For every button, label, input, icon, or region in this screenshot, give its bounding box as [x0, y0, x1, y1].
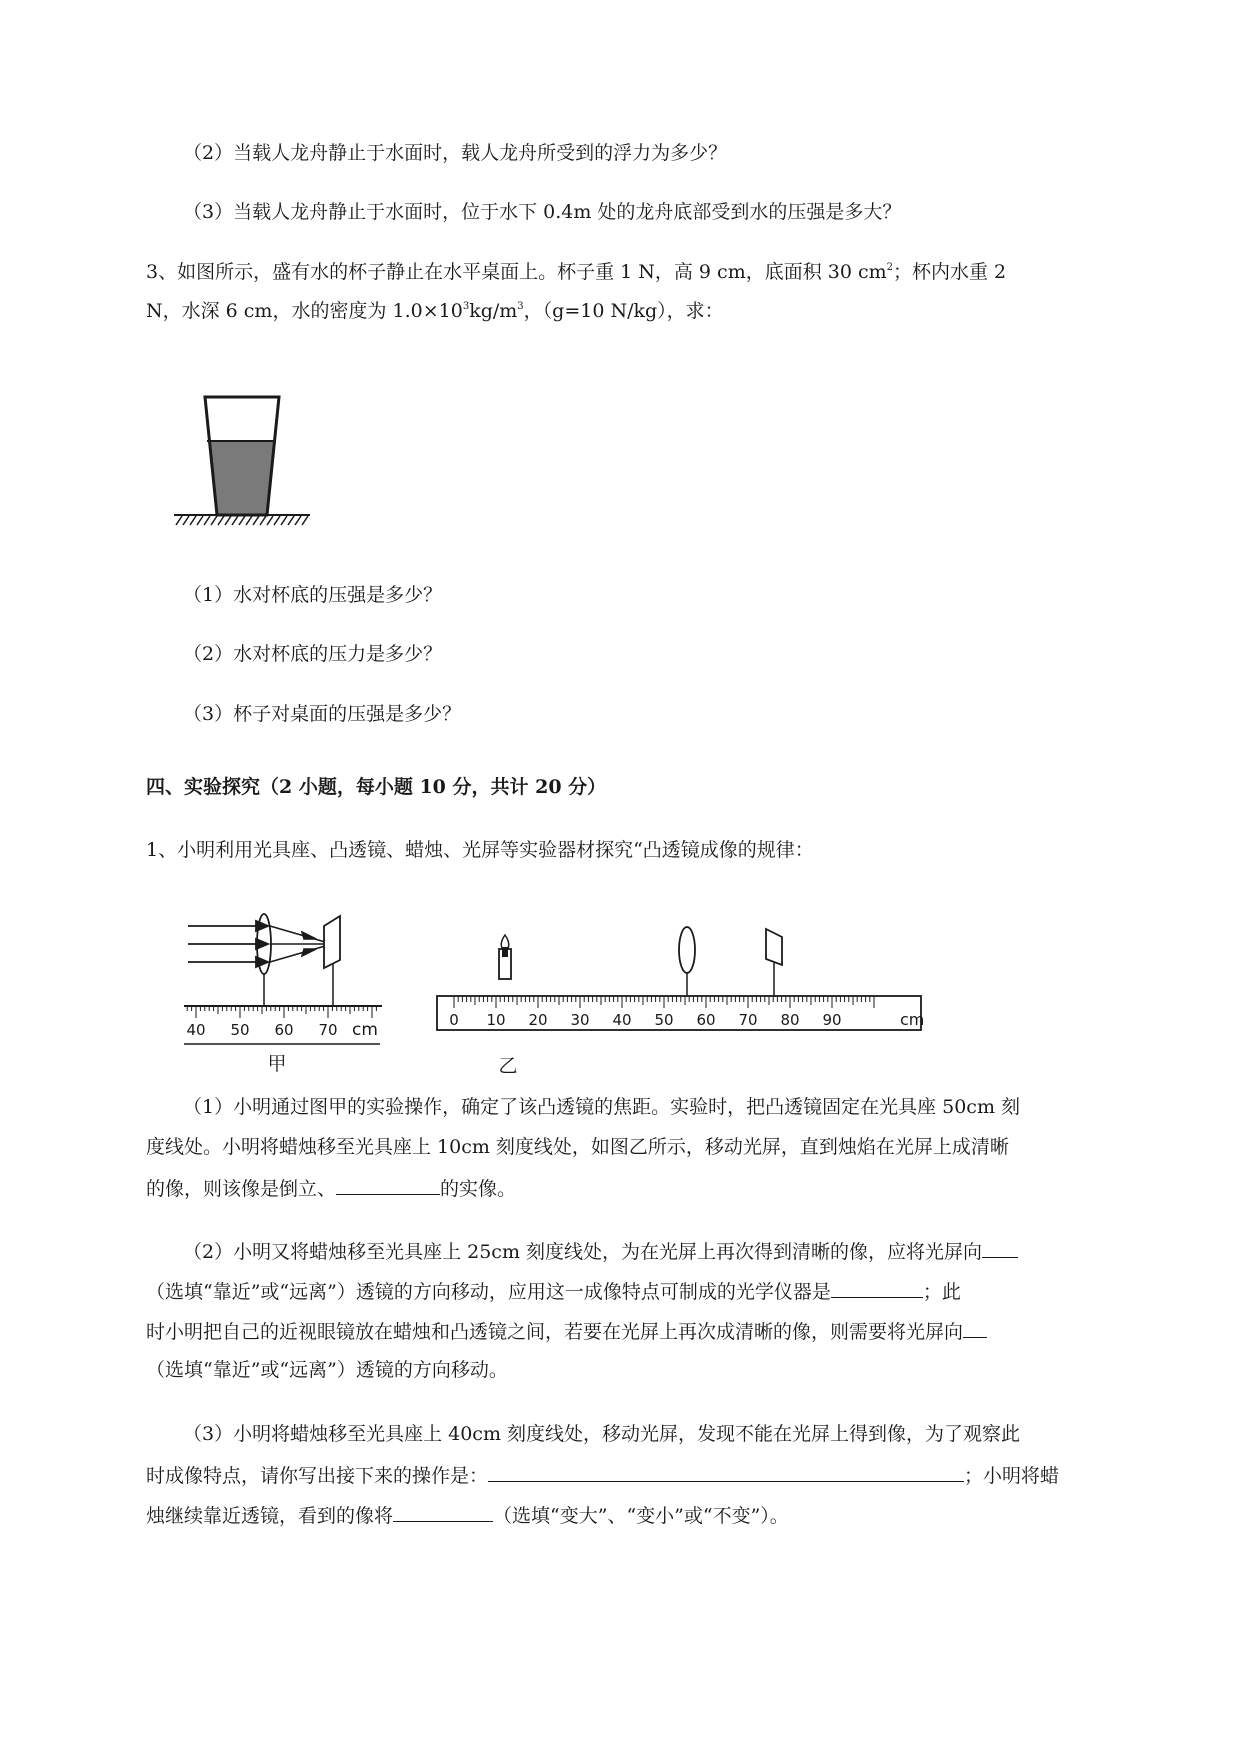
hatch-line — [176, 516, 182, 525]
hatch-line — [281, 516, 287, 525]
incoming-rays — [188, 921, 268, 967]
answer-blank[interactable] — [831, 1277, 923, 1298]
tick-label: 20 — [528, 1011, 548, 1029]
light-screen — [324, 916, 340, 968]
hatch-line — [183, 516, 189, 525]
hatch-line — [239, 516, 245, 525]
question-part-3: （3）当载人龙舟静止于水面时，位于水下 0.4m 处的龙舟底部受到水的压强是多大？ — [183, 201, 902, 223]
caption-jia: 甲 — [267, 1053, 287, 1075]
exp1-q2-line3: 时小明把自己的近视眼镜放在蜡烛和凸透镜之间，若要在光屏上再次成清晰的像，则需要将光屏向 — [146, 1317, 987, 1345]
tick-label: 0 — [449, 1011, 459, 1029]
exp1-q2-line1: （2）小明又将蜡烛移至光具座上 25cm 刻度线处，为在光屏上再次得到清晰的像，应将光屏向 — [183, 1237, 1018, 1265]
exp1-q2-line4: （选填“靠近”或“远离”）透镜的方向移动。 — [146, 1359, 508, 1381]
hatch-line — [246, 516, 252, 525]
exp1-q1-line1: （1）小明通过图甲的实验操作，确定了该凸透镜的焦距。实验时，把凸透镜固定在光具座 50cm 刻 — [183, 1096, 1021, 1118]
unit-label: cm — [352, 1020, 378, 1040]
hatch-line — [204, 516, 210, 525]
exp1-q1-line3: 的像，则该像是倒立、 的实像。 — [146, 1174, 516, 1202]
answer-blank[interactable] — [488, 1461, 964, 1482]
tick-label: 90 — [822, 1011, 842, 1029]
answer-blank[interactable] — [336, 1174, 440, 1195]
q3-sub2: （2）水对杯底的压力是多少？ — [183, 643, 443, 665]
hatch-line — [267, 516, 273, 525]
answer-blank[interactable] — [982, 1237, 1018, 1258]
exp1-q1-line2: 度线处。小明将蜡烛移至光具座上 10cm 刻度线处，如图乙所示，移动光屏，直到烛焰在光屏上成清晰 — [146, 1136, 1009, 1158]
tick-label: 40 — [186, 1021, 206, 1039]
hatch-line — [225, 516, 231, 525]
light-screen — [766, 929, 782, 965]
tick-label: 80 — [780, 1011, 800, 1029]
hatch-line — [197, 516, 203, 525]
figure-yi — [436, 925, 926, 1080]
q3-stem-line1: 3、如图所示，盛有水的杯子静止在水平桌面上。杯子重 1 N，高 9 cm，底面积 30 $cm^2$；杯内水重 2 — [146, 261, 1007, 283]
cup-diagram — [168, 385, 318, 533]
q3-sub1: （1）水对杯底的压强是多少？ — [183, 584, 443, 606]
question-part-2: （2）当载人龙舟静止于水面时，载人龙舟所受到的浮力为多少？ — [183, 142, 728, 164]
unit-label: cm — [900, 1010, 925, 1029]
hatch-line — [260, 516, 266, 525]
hatch-line — [295, 516, 301, 525]
hatch-line — [288, 516, 294, 525]
exp1-q2-line2: （选填“靠近”或“远离”）透镜的方向移动，应用这一成像特点可制成的光学仪器是 ；此 — [146, 1277, 961, 1305]
answer-blank[interactable] — [963, 1317, 987, 1338]
hatch-line — [211, 516, 217, 525]
exp1-stem: 1、小明利用光具座、凸透镜、蜡烛、光屏等实验器材探究“凸透镜成像的规律： — [146, 839, 814, 861]
hatch-line — [274, 516, 280, 525]
hatch-line — [232, 516, 238, 525]
tick-label: 60 — [696, 1011, 716, 1029]
figure-jia — [184, 910, 424, 1080]
hatch-line — [218, 516, 224, 525]
caption-yi: 乙 — [498, 1055, 518, 1077]
tick-label: 50 — [654, 1011, 674, 1029]
q3-stem-line2: N，水深 6 cm，水的密度为 $1.0\times 10^3kg/m^3$，（g=10 N/kg），求： — [146, 300, 724, 322]
candle — [499, 935, 511, 979]
q3-sub3: （3）杯子对桌面的压强是多少？ — [183, 703, 462, 725]
exp1-q3-line2: 时成像特点，请你写出接下来的操作是： ；小明将蜡 — [146, 1461, 1059, 1489]
tick-label: 40 — [612, 1011, 632, 1029]
exp1-q3-line1: （3）小明将蜡烛移至光具座上 40cm 刻度线处，移动光屏，发现不能在光屏上得到像，为了观察此 — [183, 1423, 1021, 1445]
tick-label: 30 — [570, 1011, 590, 1029]
hatch-line — [253, 516, 259, 525]
tick-label: 60 — [274, 1021, 294, 1039]
table-hatching — [176, 516, 308, 525]
tick-label: 50 — [230, 1021, 250, 1039]
section-heading: 四、实验探究（2 小题，每小题 10 分，共计 20 分） — [146, 776, 607, 798]
tick-label: 70 — [738, 1011, 758, 1029]
answer-blank[interactable] — [393, 1501, 493, 1522]
converging-rays — [270, 926, 332, 962]
convex-lens — [679, 927, 695, 973]
tick-label: 70 — [318, 1021, 338, 1039]
ruler-ticks — [187, 1006, 376, 1018]
exp1-q3-line3: 烛继续靠近透镜，看到的像将 （选填“变大”、“变小”或“不变”）。 — [146, 1501, 789, 1529]
tick-label: 10 — [486, 1011, 506, 1029]
hatch-line — [190, 516, 196, 525]
hatch-line — [302, 516, 308, 525]
